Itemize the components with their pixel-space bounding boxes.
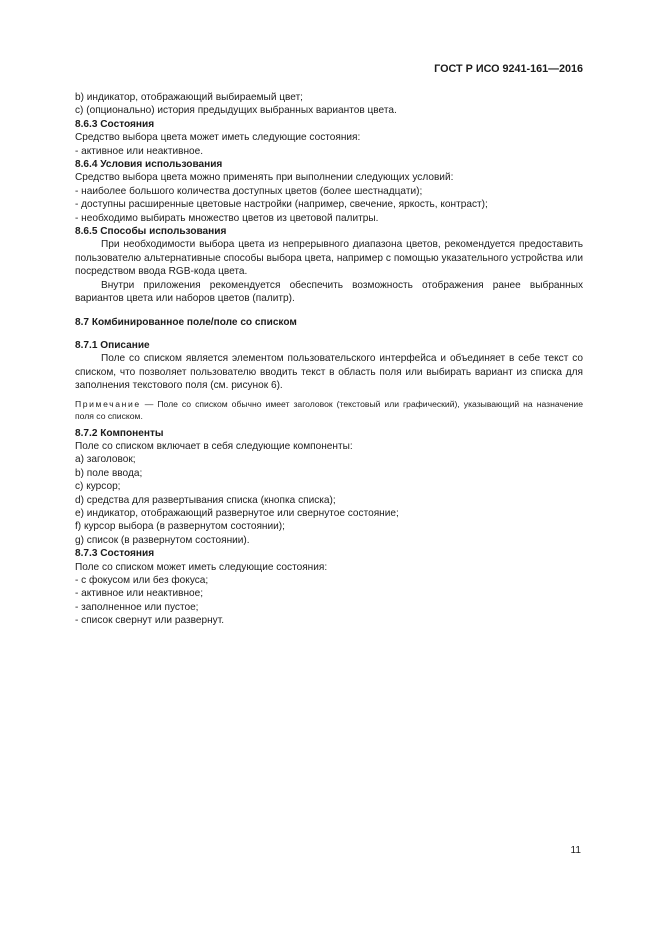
- list-item: d) средства для развертывания списка (кнопка списка);: [75, 494, 336, 506]
- page-content: [75, 91, 583, 628]
- list-item: b) индикатор, отображающий выбираемый цвет;: [75, 92, 303, 103]
- list-item: - список свернут или развернут.: [75, 615, 225, 627]
- section-heading-8-7-2: 8.7.2 Компоненты: [75, 427, 164, 439]
- section-heading-8-7-3: 8.7.3 Состояния: [75, 548, 155, 560]
- note: [75, 398, 583, 422]
- list-item: f) курсор выбора (в развернутом состоянии);: [75, 521, 285, 533]
- list-item: - активное или неактивное;: [75, 588, 204, 600]
- note-text: — Поле со списком обычно имеет заголовок (текстовый или графический), указывающий на назначение поля со списком.: [75, 398, 583, 421]
- list-item: - необходимо выбирать множество цветов из цветовой палитры.: [75, 212, 379, 224]
- list-item: e) индикатор, отображающий развернутое или свернутое состояние;: [75, 507, 399, 519]
- paragraph: Поле со списком включает в себя следующие компоненты:: [75, 440, 353, 452]
- list-item: - с фокусом или без фокуса;: [75, 575, 209, 586]
- section-heading-8-7-1: 8.7.1 Описание: [75, 339, 150, 351]
- section-heading-8-7: 8.7 Комбинированное поле/поле со списком: [75, 316, 297, 328]
- list-item: g) список (в развернутом состоянии).: [75, 534, 250, 546]
- list-item: - доступны расширенные цветовые настройки (например, свечение, яркость, контраст);: [75, 199, 488, 211]
- section-heading-8-6-3: 8.6.3 Состояния: [75, 118, 155, 130]
- list-item: a) заголовок;: [75, 454, 136, 466]
- list-item: - заполненное или пустое;: [75, 601, 199, 613]
- list-item: - активное или неактивное.: [75, 145, 204, 157]
- paragraph: Поле со списком является элементом пользовательского интерфейса и объединяет в себе текст со списком, что позволяет пользователю вводить текст в область поля или выбирать вариант из списка для заполнения текстового поля (см. рисунок 6).: [75, 353, 583, 392]
- paragraph: При необходимости выбора цвета из непрерывного диапазона цветов, рекомендуется предоставить пользователю альтернативные способы выбора цвета, например с помощью указательного устройства или посредством ввода RGB-кода цвета.: [75, 239, 583, 278]
- paragraph: Внутри приложения рекомендуется обеспечить возможность отображения ранее выбранных вариантов цвета или наборов цветов (палитр).: [75, 279, 583, 305]
- paragraph: Средство выбора цвета можно применять при выполнении следующих условий:: [75, 172, 454, 184]
- note-label: Примечание: [75, 398, 141, 409]
- paragraph: Поле со списком может иметь следующие состояния:: [75, 561, 328, 573]
- list-item: c) курсор;: [75, 481, 121, 493]
- list-item: b) поле ввода;: [75, 467, 143, 479]
- list-item: c) (опционально) история предыдущих выбранных вариантов цвета.: [75, 105, 397, 117]
- paragraph: Средство выбора цвета может иметь следующие состояния:: [75, 132, 361, 144]
- standard-header: ГОСТ Р ИСО 9241-161—2016: [434, 63, 583, 75]
- section-heading-8-6-5: 8.6.5 Способы использования: [75, 226, 227, 238]
- list-item: - наиболее большого количества доступных цветов (более шестнадцати);: [75, 185, 423, 197]
- section-heading-8-6-4: 8.6.4 Условия использования: [75, 159, 223, 171]
- page-number: 11: [570, 845, 581, 856]
